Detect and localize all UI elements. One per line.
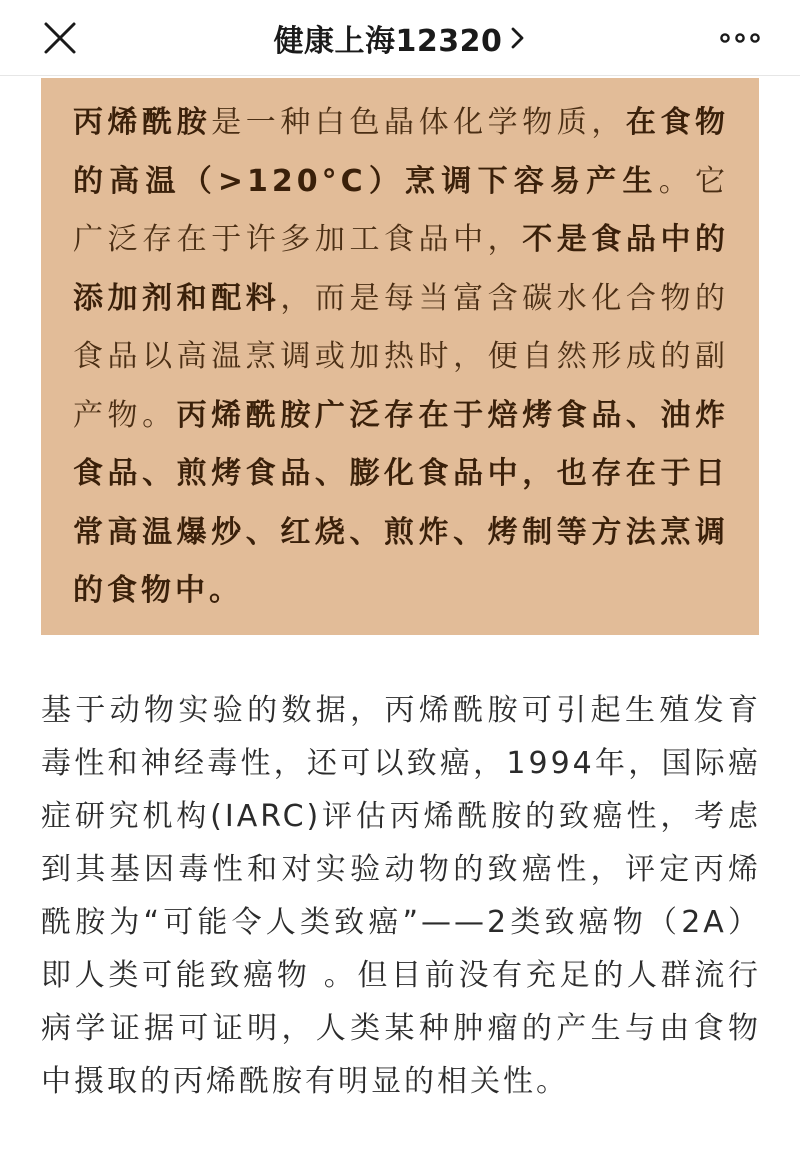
body-paragraph: 基于动物实验的数据，丙烯酰胺可引起生殖发育毒性和神经毒性，还可以致癌，1994年，国际癌症研究机构(IARC)评估丙烯酰胺的致癌性，考虑到其基因毒性和对实验动物的致癌性，评定丙烯酰胺为“可能令人类致癌”——2类致癌物（2A）即人类可能致癌物 。但目前没有充足的人群流行病学证据可证明，人类某种肿瘤的产生与由食物中摄取的丙烯酰胺有明显的相关性。 — [41, 693, 761, 1099]
more-icon — [716, 24, 764, 52]
highlight-bold-3: 不是食品中的添加剂和配料 — [73, 222, 730, 316]
chevron-right-icon — [510, 26, 526, 50]
article-body — [41, 684, 761, 1108]
top-navigation-bar — [0, 0, 800, 76]
highlight-box — [41, 78, 759, 635]
page-title: 健康上海12320 — [273, 24, 503, 59]
highlight-bold-1: 丙烯酰胺 — [73, 105, 212, 140]
highlight-paragraph — [73, 94, 729, 621]
highlight-text-3: ，而是每当富含碳水化合物的食品以高温烹调或加热时，便自然形成的副产物。 — [73, 280, 730, 433]
more-button[interactable] — [716, 24, 764, 52]
account-title-link[interactable] — [0, 18, 800, 58]
highlight-text-1: 是一种白色晶体化学物质， — [211, 105, 626, 140]
highlight-bold-4: 丙烯酰胺广泛存在于焙烤食品、油炸食品、煎烤食品、膨化食品中，也存在于日常高温爆炒、红烧、煎炸、烤制等方法烹调的食物中。 — [73, 397, 730, 608]
highlight-text-2: 。它广泛存在于许多加工食品中， — [73, 163, 729, 257]
highlight-bold-2: 在食物的高温（>120°C）烹调下容易产生 — [73, 105, 730, 199]
